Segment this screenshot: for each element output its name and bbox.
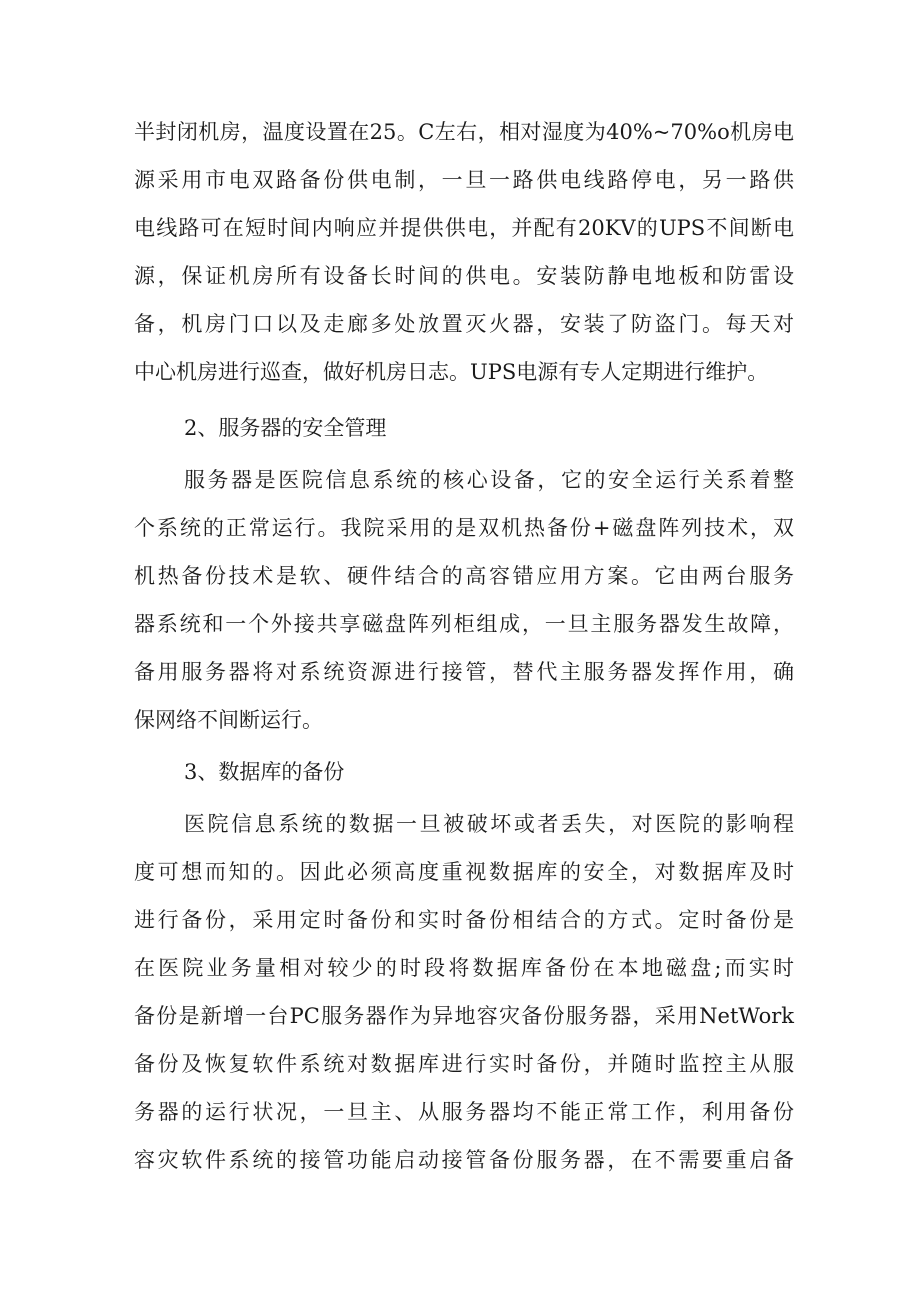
text-line: 备份是新增一台PC服务器作为异地容灾备份服务器，采用NetWork [134, 1004, 794, 1028]
text-line: 在医院业务量相对较少的时段将数据库备份在本地磁盘;而实时 [134, 956, 794, 980]
section-heading-server-security: 2、服务器的安全管理 [184, 416, 387, 440]
text-line: 容灾软件系统的接管功能启动接管备份服务器，在不需要重启备 [134, 1148, 794, 1172]
text-line: 源采用市电双路备份供电制，一旦一路供电线路停电，另一路供 [134, 168, 794, 192]
section-heading-database-backup: 3、数据库的备份 [184, 760, 345, 784]
document-body [134, 108, 794, 1184]
text-line: 备份及恢复软件系统对数据库进行实时备份，并随时监控主从服 [134, 1052, 794, 1076]
text-line: 进行备份，采用定时备份和实时备份相结合的方式。定时备份是 [134, 908, 794, 932]
text-line: 器系统和一个外接共享磁盘阵列柜组成，一旦主服务器发生故障， [134, 612, 794, 636]
text-line: 保网络不间断运行。 [134, 708, 323, 732]
text-line: 源，保证机房所有设备长时间的供电。安装防静电地板和防雷设 [134, 264, 794, 288]
text-line: 医院信息系统的数据一旦被破坏或者丢失，对医院的影响程 [184, 812, 794, 836]
text-line: 度可想而知的。因此必须高度重视数据库的安全，对数据库及时 [134, 860, 794, 884]
text-line: 半封闭机房，温度设置在25。C左右，相对湿度为40%~70%o机房电 [134, 120, 794, 144]
text-line: 服务器是医院信息系统的核心设备，它的安全运行关系着整 [184, 468, 794, 492]
paragraph-server-security [134, 456, 794, 744]
text-line: 机热备份技术是软、硬件结合的高容错应用方案。它由两台服务 [134, 564, 794, 588]
paragraph-machine-room [134, 108, 794, 396]
text-line: 备用服务器将对系统资源进行接管，替代主服务器发挥作用，确 [134, 660, 794, 684]
text-line: 备，机房门口以及走廊多处放置灭火器，安装了防盗门。每天对 [134, 312, 794, 336]
text-line: 中心机房进行巡查，做好机房日志。UPS电源有专人定期进行维护。 [134, 360, 769, 384]
text-line: 电线路可在短时间内响应并提供供电，并配有20KV的UPS不间断电 [134, 216, 794, 240]
paragraph-database-backup [134, 800, 794, 1184]
text-line: 务器的运行状况，一旦主、从服务器均不能正常工作，利用备份 [134, 1100, 794, 1124]
text-line: 个系统的正常运行。我院采用的是双机热备份+磁盘阵列技术，双 [134, 516, 794, 540]
